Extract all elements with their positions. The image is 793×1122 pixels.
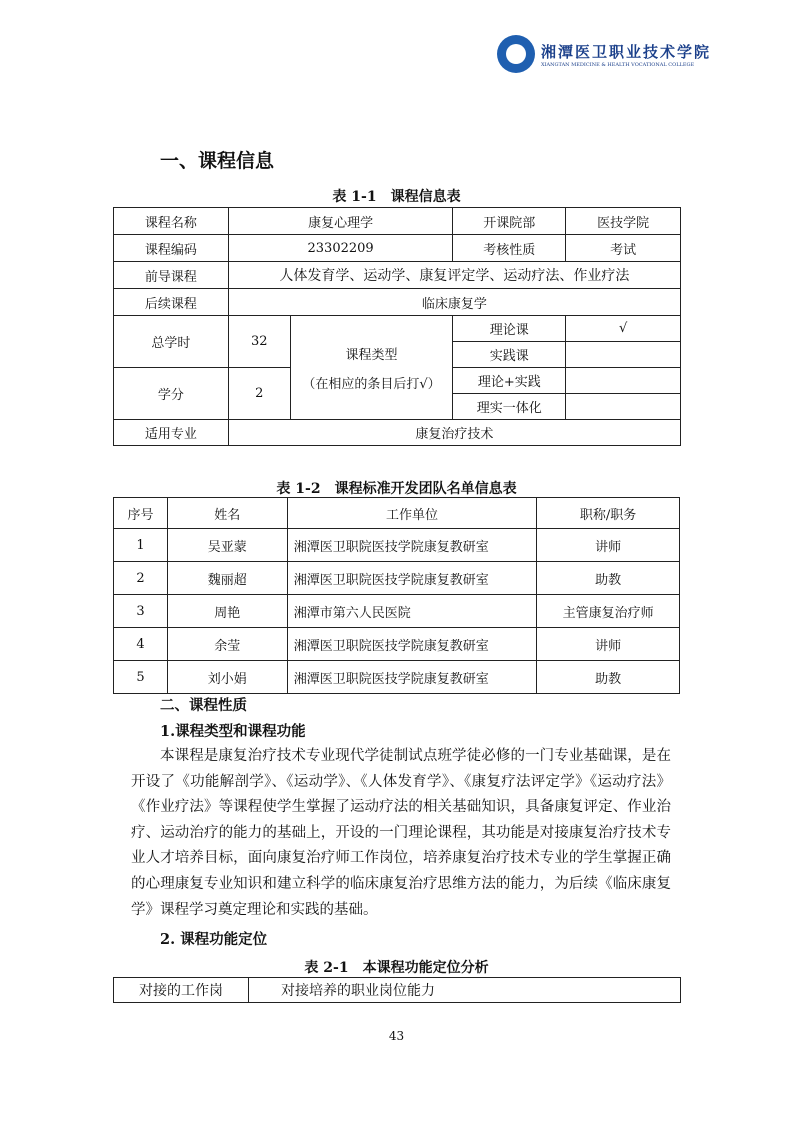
cell: 适用专业 <box>114 420 229 446</box>
cell: 总学时 <box>114 316 229 368</box>
cell: 1 <box>114 529 168 562</box>
cell: 课程编码 <box>114 235 229 262</box>
cell: 讲师 <box>537 628 680 661</box>
cell: 医技学院 <box>566 208 681 235</box>
cell: 湘潭医卫职院医技学院康复教研室 <box>287 628 537 661</box>
cell: 开课院部 <box>453 208 566 235</box>
cell: 周艳 <box>167 595 287 628</box>
course-type-cell <box>290 316 453 420</box>
cell: 魏丽超 <box>167 562 287 595</box>
cell: 人体发育学、运动学、康复评定学、运动疗法、作业疗法 <box>228 262 680 289</box>
table-row <box>114 529 680 562</box>
cell: 余莹 <box>167 628 287 661</box>
cell: 后续课程 <box>114 289 229 316</box>
cell: 临床康复学 <box>228 289 680 316</box>
cell: 助教 <box>537 661 680 694</box>
cell: 学分 <box>114 368 229 420</box>
function-table <box>113 977 681 1003</box>
cell: 理论+实践 <box>453 368 566 394</box>
table-row <box>114 595 680 628</box>
cell: 湘潭医卫职院医技学院康复教研室 <box>287 661 537 694</box>
type-note: （在相应的条目后打√） <box>302 376 441 392</box>
section1-title: 一、课程信息 <box>160 150 275 172</box>
table2-caption: 表 1-2 课程标准开发团队名单信息表 <box>276 481 517 497</box>
cell: 32 <box>228 316 290 368</box>
section2-title: 二、课程性质 <box>160 697 247 714</box>
type-label: 课程类型 <box>345 347 398 363</box>
cell <box>566 368 681 394</box>
cell: 刘小娟 <box>167 661 287 694</box>
team-table <box>113 497 680 694</box>
paragraph-1: 本课程是康复治疗技术专业现代学徒制试点班学徒必修的一门专业基础课，是在开设了《功能解剖学》、《运动学》、《人体发育学》、《康复疗法评定学》《运动疗法》《作业疗法》等课程使学生掌握了运动疗法的相关基础知识，具备康复评定、作业治疗、运动治疗的能力的基础上，开设的一门理论课程，其功能是对接康复治疗技术专业人才培养目标，面向康复治疗师工作岗位，培养康复治疗技术专业的学生掌握正确的心理康复专业知识和建立科学的临床康复治疗思维方法的能力，为后续《临床康复学》课程学习奠定理论和实践的基础。 <box>131 748 671 918</box>
cell: 湘潭医卫职院医技学院康复教研室 <box>287 562 537 595</box>
header-cell: 序号 <box>114 498 168 529</box>
cell: 主管康复治疗师 <box>537 595 680 628</box>
cell: 考试 <box>566 235 681 262</box>
cell: 23302209 <box>228 235 453 262</box>
cell <box>566 342 681 368</box>
cell: 理实一体化 <box>453 394 566 420</box>
college-seal-icon <box>497 35 535 73</box>
cell: 前导课程 <box>114 262 229 289</box>
header-cell: 工作单位 <box>287 498 537 529</box>
college-logo <box>497 35 711 73</box>
cell: 湘潭医卫职院医技学院康复教研室 <box>287 529 537 562</box>
cell: 4 <box>114 628 168 661</box>
header-cell: 对接的工作岗 <box>114 978 249 1003</box>
cell: 助教 <box>537 562 680 595</box>
cell: 康复心理学 <box>228 208 453 235</box>
page-number: 43 <box>388 1029 405 1043</box>
check-mark: √ <box>566 316 681 342</box>
table-row <box>114 628 680 661</box>
logo-cn: 湘潭医卫职业技术学院 <box>541 42 712 61</box>
cell: 讲师 <box>537 529 680 562</box>
cell: 5 <box>114 661 168 694</box>
header-cell: 姓名 <box>167 498 287 529</box>
cell: 考核性质 <box>453 235 566 262</box>
header-cell: 对接培养的职业岗位能力 <box>249 978 681 1003</box>
table3-caption: 表 2-1 本课程功能定位分析 <box>304 960 489 976</box>
course-info-table <box>113 207 681 446</box>
cell: 理论课 <box>453 316 566 342</box>
cell <box>566 394 681 420</box>
cell: 2 <box>114 562 168 595</box>
subheading-2: 2. 课程功能定位 <box>160 931 268 948</box>
cell: 3 <box>114 595 168 628</box>
table1-caption: 表 1-1 课程信息表 <box>332 189 461 205</box>
cell: 康复治疗技术 <box>228 420 680 446</box>
table-row <box>114 562 680 595</box>
cell: 课程名称 <box>114 208 229 235</box>
cell: 2 <box>228 368 290 420</box>
cell: 吴亚蒙 <box>167 529 287 562</box>
header-cell: 职称/职务 <box>537 498 680 529</box>
table-row <box>114 661 680 694</box>
cell: 湘潭市第六人民医院 <box>287 595 537 628</box>
cell: 实践课 <box>453 342 566 368</box>
subheading-1: 1.课程类型和课程功能 <box>160 723 306 740</box>
logo-en: XIANGTAN MEDICINE & HEALTH VOCATIONAL COLLEGE <box>541 61 695 68</box>
